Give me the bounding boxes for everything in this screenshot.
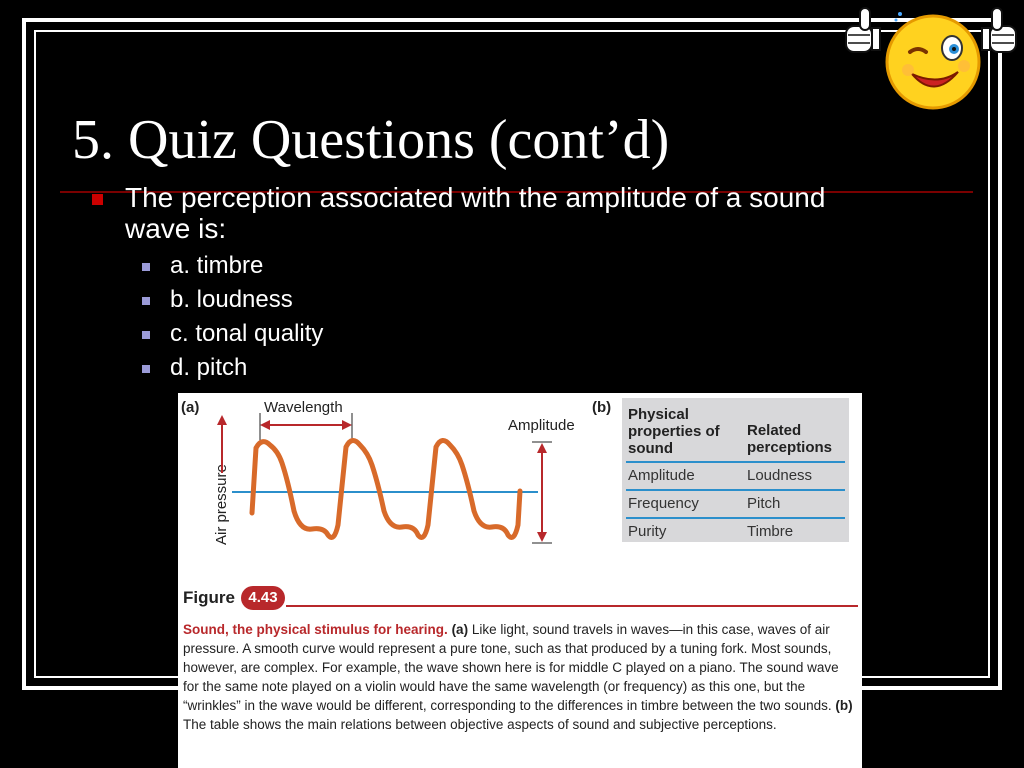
thumbs-up-icon xyxy=(846,8,880,52)
air-pressure-axis-label: Air pressure xyxy=(213,464,230,545)
caption-lead: Sound, the physical stimulus for hearing. xyxy=(183,622,448,637)
wavelength-arrowhead-right xyxy=(342,420,352,430)
table-divider xyxy=(626,517,845,519)
caption-part-b: (b) xyxy=(835,698,853,713)
option-bullet xyxy=(142,263,150,271)
option-b: b. loudness xyxy=(170,286,293,313)
figure-caption xyxy=(183,620,858,734)
thumbs-up-smiley xyxy=(840,2,1024,114)
table-header-perceptions: Related perceptions xyxy=(747,422,833,456)
table-cell-perception: Timbre xyxy=(747,523,794,540)
amplitude-label: Amplitude xyxy=(508,417,575,434)
table-cell-property: Frequency xyxy=(628,495,699,512)
amplitude-arrowhead-up xyxy=(537,443,547,453)
figure-rule xyxy=(286,605,858,607)
axis-arrowhead xyxy=(217,415,227,425)
option-bullet xyxy=(142,297,150,305)
option-bullet xyxy=(142,365,150,373)
table-divider xyxy=(626,461,845,463)
question-bullet xyxy=(92,194,103,205)
amplitude-arrowhead-down xyxy=(537,532,547,542)
table-divider xyxy=(626,489,845,491)
caption-text-a: Like light, sound travels in waves—in this case, waves of air pressure. A smooth curve would represent a pure tone, such as that produced by a tuning fork. Most sounds, however, are complex. For example, the wave shown here is for middle C played on a piano. The sound wave for the same note played on a violin would have the same wavelength (or frequency) as this one, but the “wrinkles” in the wave would be different, corresponding to the differences in timbre between the two sounds. xyxy=(183,622,839,713)
wavelength-label: Wavelength xyxy=(264,399,343,416)
panel-b-label: (b) xyxy=(592,399,612,416)
wavelength-arrowhead-left xyxy=(260,420,270,430)
winking-smiley-icon xyxy=(887,12,979,108)
thumbs-up-icon xyxy=(982,8,1016,52)
textbook-figure xyxy=(178,393,862,768)
figure-label: Figure xyxy=(183,588,235,607)
panel-a-label: (a) xyxy=(181,399,200,416)
table-cell-perception: Loudness xyxy=(747,467,813,484)
table-cell-property: Amplitude xyxy=(628,467,695,484)
question-text: The perception associated with the amplitude of a sound wave is: xyxy=(125,182,826,244)
option-a: a. timbre xyxy=(170,252,264,279)
table-cell-property: Purity xyxy=(628,523,667,540)
caption-text-b: The table shows the main relations between objective aspects of sound and subjective perceptions. xyxy=(183,717,777,732)
sound-wave-diagram xyxy=(178,393,618,568)
table-cell-perception: Pitch xyxy=(747,495,781,512)
option-c: c. tonal quality xyxy=(170,320,324,347)
option-d: d. pitch xyxy=(170,354,248,381)
table-header-physical: Physical properties of sound xyxy=(628,406,720,457)
slide-title: 5. Quiz Questions (cont’d) xyxy=(72,109,670,171)
option-bullet xyxy=(142,331,150,339)
properties-table xyxy=(622,398,849,542)
panel-b-label-wrap xyxy=(586,396,616,420)
sound-wave-curve xyxy=(252,440,520,537)
figure-number-badge: 4.43 xyxy=(241,586,285,610)
caption-part-a: (a) xyxy=(451,622,469,637)
